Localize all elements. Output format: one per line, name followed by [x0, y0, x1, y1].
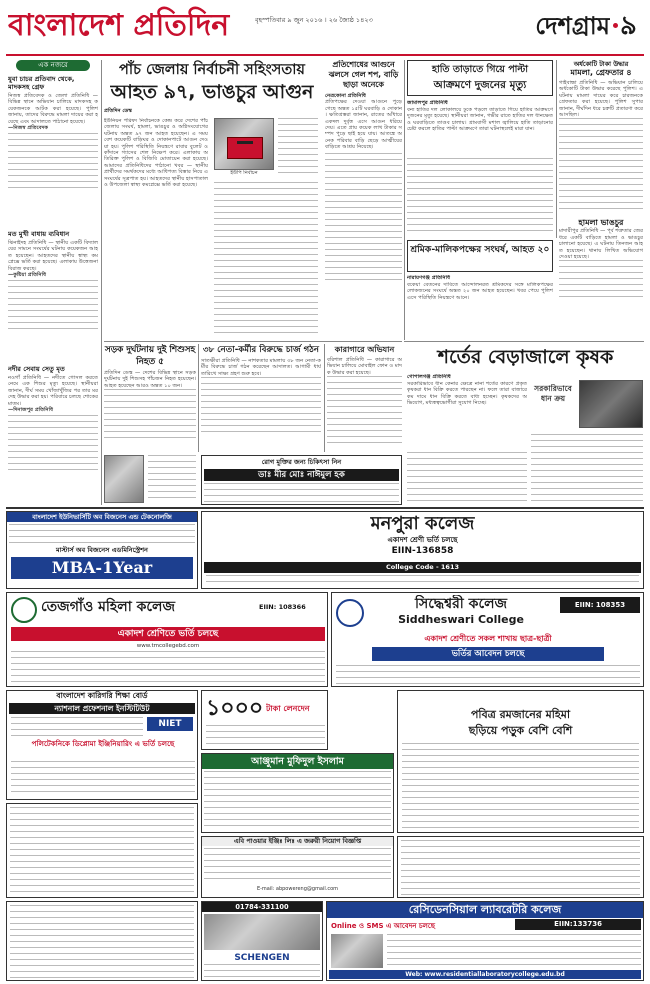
siddheswari-cta	[372, 647, 604, 661]
brief-filler	[8, 133, 98, 193]
tejgaon-eiin: EIIN: 108366	[259, 603, 306, 611]
elephant-headline-2: আক্রমণে দুজনের মৃত্যু	[433, 79, 527, 91]
clash-byline: নারায়ণগঞ্জ প্রতিনিধি	[407, 275, 451, 281]
lead-headline-1: পাঁচ জেলায় নির্বাচনী সহিংসতায়	[119, 62, 305, 78]
notice-filler	[401, 840, 640, 896]
farmer-pull-quote: সরকারিভাবে ধান ক্রয়	[534, 384, 572, 403]
masthead-rule	[6, 54, 644, 56]
elephant-byline: জামালপুর প্রতিনিধি	[407, 100, 448, 106]
portrait-caption	[148, 455, 196, 503]
brief-tag-label: এক নজরে	[38, 61, 68, 69]
tejgaon-web: www.tmcollegebd.com	[136, 643, 200, 649]
lead-byline: প্রতিদিন ডেস্ক	[104, 108, 133, 114]
notice-ad	[397, 836, 644, 898]
residential-eiin	[515, 919, 641, 930]
monpura-contact-bar	[204, 562, 641, 573]
brief-credit: —কুষ্টিয়া প্রতিনিধি	[8, 272, 46, 279]
farmer-byline: গোপালগঞ্জ প্রতিনিধি	[407, 374, 451, 380]
bottom-left-filler	[10, 905, 194, 979]
residential-ad	[326, 901, 644, 981]
brief-filler	[8, 415, 98, 470]
section-rule	[104, 341, 402, 342]
mba-ad-title-text: MBA-1Year	[51, 558, 153, 577]
npi-lower-filler	[10, 807, 194, 896]
monpura-eiin: EIIN-136858	[391, 546, 454, 556]
brief-title: মত মুখী বাধায় ব্যবিধান	[8, 230, 70, 238]
col-rule	[556, 60, 557, 238]
brief-item-1	[8, 75, 98, 225]
monpura-title: মনপুরা কলেজ	[370, 513, 475, 534]
brief-title: যুবা চাচর প্রতিবাদ থেকে, মাদকসহ গ্রেফ	[8, 75, 75, 91]
farmer-filler-2	[531, 434, 643, 502]
tejgaon-cta	[11, 627, 325, 641]
road-filler	[104, 389, 196, 439]
residential-title	[327, 902, 643, 918]
ramadan-ad	[397, 690, 644, 833]
ramadan-filler	[402, 743, 639, 831]
tejgaon-filler	[11, 651, 325, 685]
npi-filler	[11, 717, 143, 737]
siddheswari-title: সিদ্ধেশ্বরী কলেজ	[414, 596, 508, 612]
npi-filler-2	[11, 761, 195, 797]
residential-student-photo	[331, 934, 383, 968]
ads-rule	[6, 507, 644, 509]
col-rule	[198, 344, 199, 452]
residential-eiin-text: EIIN:133736	[554, 920, 602, 928]
monpura-filler	[206, 575, 639, 587]
brief-body: ঝিনাইদহ প্রতিনিধি — স্থানীয় একটি বিদ্যালয়ের সামনে সংঘর্ষের ঘটনায় কয়েকজন আহত হয়েছেন। আহতদের স্থানীয় স্বাস্থ্য কমপ্লেক্সে ভর্তি করা হয়েছে। এলাকায় উত্তেজনা বিরাজ করছে।	[8, 240, 98, 272]
siddheswari-cta-text: ভর্তির আবেদন চলছে	[451, 649, 525, 659]
elephant-headline-box	[407, 60, 553, 96]
brief-item-3	[8, 365, 98, 505]
brief-credit: —দিনাজপুর প্রতিনিধি	[8, 407, 54, 414]
section-rule	[404, 341, 644, 342]
brief-tag	[16, 60, 90, 71]
fire-body: প্রতিপক্ষের দেওয়া আগুনে পুড়ে গেছে অন্তত ১৫টি ঘরবাড়ি ও দোকান। ক্ষতিগ্রস্তরা জানান, রাতের আঁধারে একদল দুর্বৃত্ত এসে আগুন ধরিয়ে দেয়। এতে প্রায় কয়েক লাখ টাকার সম্পদ পুড়ে ছাই হয়ে যায়। আতঙ্কে অনেক পরিবার বাড়ি ছেড়ে আত্মীয়ের বাড়িতে আশ্রয় নিয়েছে।	[325, 99, 402, 151]
brief-credit: —নিজস্ব প্রতিবেদক	[8, 125, 48, 132]
right-top-head: অর্ধকোটি টাকা উদ্ধার	[573, 60, 629, 68]
tejgaon-logo	[11, 597, 37, 623]
money-ad-amount: ১০০০	[206, 696, 264, 721]
siddheswari-ad	[331, 592, 644, 687]
fire-story	[325, 60, 402, 340]
residential-filler	[387, 934, 641, 968]
portrait-image	[104, 455, 144, 503]
left-column	[8, 60, 98, 505]
siddheswari-eiin	[560, 597, 640, 613]
money-ad-filler	[206, 725, 325, 747]
fire-filler	[325, 153, 402, 283]
charge-headline: ৩৮ নেতা-কর্মীর বিরুদ্ধে চার্জ গঠন	[203, 345, 319, 355]
farmer-body: সরকারিভাবে ধান কেনার ক্ষেত্রে নানা শর্তের কারণে প্রকৃত কৃষকরা ধান বিক্রি করতে পারছেন না। ফলে তারা বাজারে কম দামে ধান বিক্রি করতে বাধ্য হচ্ছেন। কৃষকদের অভিযোগ, মধ্যস্বত্বভোগীরা সুযোগ নিচ্ছে।	[407, 381, 527, 407]
lead-body-col-1: ইউনিয়ন পরিষদ নির্বাচনকে কেন্দ্র করে দেশের পাঁচ জেলায় সংঘর্ষ, হামলা, ভাঙচুর ও অগ্নিসংযোগের ঘটনায় অন্তত ৯৭ জন আহত হয়েছেন। এ সময় বেশ কয়েকটি বাড়িঘর ও দোকানপাটে আগুন দেওয়া হয়। পুলিশ পরিস্থিতি নিয়ন্ত্রণে রাবার বুলেট ও কাঁদানে গ্যাসের শেল নিক্ষেপ করে। এলাকায় অতিরিক্ত পুলিশ ও বিজিবি মোতায়েন করা হয়েছে। আমাদের প্রতিনিধিদের পাঠানো খবর — স্থানীয় প্রার্থীদের সমর্থকদের মধ্যে আধিপত্য বিস্তার নিয়ে এ সংঘর্ষের সূত্রপাত হয়। আহতদের স্থানীয় হাসপাতাল ও উপজেলা স্বাস্থ্য কমপ্লেক্সে ভর্তি করা হয়েছে।	[104, 118, 208, 189]
residential-online: Online ও SMS এ আবেদন চলছে	[331, 922, 435, 930]
road-body: প্রতিদিন ডেস্ক — দেশের বিভিন্ন স্থানে সড়ক দুর্ঘটনায় দুই শিশুসহ পাঁচজন নিহত হয়েছেন। আহত হয়েছেন আরও অন্তত ১০ জন।	[104, 370, 196, 389]
monpura-college-code: College Code - 1613	[385, 563, 460, 571]
elephant-body: বন্য হাতির দল লোকালয়ে ঢুকে পড়লে তাড়াতে গিয়ে হাতির আক্রমণে দুজনের মৃত্যু হয়েছে। স্থানীয়রা জানান, গভীর রাতে হাতির দল ধানক্ষেত ও ঘরবাড়িতে তাণ্ডব চালায়। গ্রামবাসী মশাল জ্বালিয়ে হাতি তাড়ানোর চেষ্টা করলে হাতির পাল্টা আক্রমণে তারা ঘটনাস্থলেই মারা যান।	[407, 107, 553, 133]
npi-board: বাংলাদেশ কারিগরি শিক্ষা বোর্ড	[56, 691, 148, 700]
npi-lower-ad	[6, 803, 198, 898]
schengen-filler	[204, 964, 320, 978]
fire-byline: নেত্রকোনা প্রতিনিধি	[325, 93, 366, 99]
lead-body-col-2	[214, 182, 318, 338]
brief-filler	[8, 280, 98, 330]
clash-body: বকেয়া বেতনের দাবিতে আন্দোলনরত শ্রমিকদের সঙ্গে মালিকপক্ষের লোকজনের সংঘর্ষে অন্তত ২০ জন আহত হয়েছেন। খবর পেয়ে পুলিশ এসে পরিস্থিতি নিয়ন্ত্রণে আনে।	[407, 282, 553, 301]
right-second-filler	[559, 260, 643, 300]
monpura-ad	[201, 511, 644, 589]
farmer-filler	[407, 452, 527, 502]
right-second-body: মাদারীপুর প্রতিনিধি — পূর্ব শত্রুতার জের ধরে একটি বাড়িতে হামলা ও ভাঙচুর চালানো হয়েছে। এ ঘটনায় তিনজন আহত হয়েছেন। থানায় লিখিত অভিযোগ দেওয়া হয়েছে।	[559, 228, 643, 261]
schengen-image	[204, 914, 320, 950]
col-rule	[404, 60, 405, 340]
anjuman-ad	[201, 753, 394, 833]
mba-ad-tag: মাস্টার্স অব বিজনেস এডমিনিস্ট্রেশন	[56, 546, 148, 554]
doctor-ad-sub: রোগ মুক্তির জন্য চিকিৎসা নিন	[261, 458, 342, 466]
prison-headline: কারাগারে অভিযান	[334, 345, 395, 354]
farmer-headline: শর্তের বেড়াজালে কৃষক	[437, 346, 614, 368]
clash-headline: শ্রমিক-মালিকপক্ষের সংঘর্ষ, আহত ২০	[410, 244, 550, 255]
col-rule	[324, 344, 325, 452]
monpura-sub: একাদশ শ্রেণী ভর্তি চলছে	[387, 536, 458, 544]
money-ad	[201, 690, 328, 750]
tejgaon-cta-text: একাদশ শ্রেণিতে ভর্তি চলছে	[117, 629, 219, 639]
prison-filler	[327, 376, 402, 446]
page-number-divider	[613, 23, 618, 28]
charge-filler	[201, 377, 321, 437]
farmer-story	[407, 344, 644, 504]
brief-body: নওগাঁ প্রতিনিধি — নদীতে গোসল করতে নেমে এক শিশুর মৃত্যু হয়েছে। স্থানীয়রা জানান, দীর্ঘ সময় খোঁজাখুঁজির পর তার মরদেহ উদ্ধার করা হয়। পরিবারে চলছে শোকের মাতম।	[8, 375, 98, 407]
elephant-filler	[407, 158, 553, 234]
residential-web: Web: www.residentiallaboratorycollege.edu.bd	[329, 970, 641, 979]
charge-body: সাতক্ষীরা প্রতিনিধি — নাশকতার মামলায় ৩৮ জন নেতা-কর্মীর বিরুদ্ধে চার্জ গঠন করেছেন আদালত। আগামী ধার্য তারিখে সাক্ষ্য গ্রহণ শুরু হবে।	[201, 358, 321, 377]
right-top-sub: মামলা, গ্রেফতার ৪	[570, 68, 632, 77]
engineers-title: এবি পাওয়ার ইঞ্জিঃ লিঃ এ জরুরী নিয়োগ বিজ্ঞপ্তি	[202, 837, 393, 846]
brief-body: নিজস্ব প্রতিবেদক ও জেলা প্রতিনিধি — বিভিন্ন স্থানে অভিযান চালিয়ে মাদকসহ কয়েকজনকে আটক করা হয়েছে। পুলিশ জানায়, তাদের বিরুদ্ধে মামলা দায়ের করা হয়েছে এবং আদালতে পাঠানো হয়েছে।	[8, 93, 98, 125]
brand-logo: বাংলাদেশ প্রতিদিন	[8, 8, 230, 43]
schengen-phone: 01784-331100	[202, 902, 322, 912]
tejgaon-title: তেজগাঁও মহিলা কলেজ	[41, 599, 175, 615]
mba-ad-org-text: বাংলাদেশ ইউনিভার্সিটি অব বিজনেস এন্ড টেকনোলজি	[32, 513, 172, 521]
engineers-filler	[204, 848, 391, 884]
farmer-photo	[579, 380, 643, 428]
elephant-headline-1: হাতি তাড়াতে গিয়ে পাল্টা	[431, 64, 529, 75]
money-ad-text: টাকা লেনদেন	[266, 704, 310, 713]
clash-story	[407, 240, 553, 340]
prison-story	[327, 344, 402, 452]
anjuman-title-text: আঞ্জুমান মুফিদুল ইসলাম	[251, 756, 344, 767]
masthead	[0, 0, 650, 56]
fire-headline: প্রতিশোধের আগুনে ঝলসে গেল শপ, বাড়ি ছাড়া অনেকে	[328, 60, 399, 89]
npi-ad	[6, 690, 198, 800]
lead-photo	[214, 118, 274, 178]
residential-title-text: রেসিডেনসিয়াল ল্যাবরেটরি কলেজ	[408, 903, 562, 916]
clash-headline-box	[407, 240, 553, 272]
right-second-head: হামলা ভাঙচুর	[578, 218, 624, 228]
lead-photo-caption: ইউপি নির্বাচন	[230, 170, 258, 176]
niet-badge	[147, 717, 193, 731]
siddheswari-title-en: Siddheswari College	[398, 613, 524, 626]
mba-ad-filler	[9, 524, 195, 544]
brief-title: নদীর সেবায় সেতু মৃত	[8, 365, 65, 373]
engineers-ad	[201, 836, 394, 898]
doctor-ad-name-text: ডাঃ মীর মোঃ নাঈমুল হক	[258, 470, 345, 480]
anjuman-filler	[204, 771, 391, 831]
prison-body: বরিশাল প্রতিনিধি — কারাগারে অভিযান চালিয়ে মোবাইল ফোন ও মাদক উদ্ধার করা হয়েছে।	[327, 357, 402, 376]
npi-title	[9, 703, 195, 714]
right-top-body: গাইবান্ধা প্রতিনিধি — অভিযান চালিয়ে অর্ধকোটি টাকা উদ্ধার করেছে পুলিশ। এ ঘটনায় মামলা দায়ের করে চারজনকে গ্রেফতার করা হয়েছে। পুলিশ সুপার জানান, দীর্ঘদিন ধরে চক্রটি প্রতারণা করে আসছিল।	[559, 80, 643, 119]
npi-title-text: ন্যাশনাল প্রফেশনাল ইনস্টিটিউট	[54, 704, 150, 713]
lead-body-col-3	[278, 118, 318, 178]
npi-cta: পলিটেকনিকে ডিপ্লোমা ইঞ্জিনিয়ারিং এ ভর্তি চলছে	[31, 739, 175, 748]
doctor-ad-name	[204, 469, 399, 481]
charge-story	[201, 344, 321, 452]
date-line: বৃহস্পতিবার ৯ জুন ২০১৬ । ২৬ জ্যৈষ্ঠ ১৪২৩	[255, 16, 373, 24]
section-title: দেশগ্রাম	[535, 12, 610, 40]
doctor-ad-filler	[204, 483, 399, 503]
siddheswari-filler	[336, 665, 640, 685]
elephant-story	[407, 60, 553, 238]
page-number: ৯	[620, 11, 637, 41]
niet-badge-text: NIET	[158, 719, 182, 729]
anjuman-title	[202, 754, 393, 769]
mba-ad-title	[11, 557, 193, 579]
doctor-ad	[201, 455, 402, 505]
tejgaon-ad	[6, 592, 328, 687]
mba-ad	[6, 511, 198, 589]
ramadan-line-1: পবিত্র রমজানের মহিমা	[470, 708, 571, 721]
mba-ad-org	[7, 512, 197, 522]
siddheswari-sub: একাদশ শ্রেণীতে সকল শাখায় ছাত্র-ছাত্রী	[424, 634, 552, 643]
engineers-mail: E-mail: abpowereng@gmail.com	[256, 886, 339, 892]
brief-item-2	[8, 230, 98, 360]
road-story	[104, 344, 196, 452]
right-top-filler	[559, 118, 643, 214]
lead-headline-2: আহত ৯৭, ভাঙচুর আগুন	[110, 81, 314, 103]
photo-block-mid	[104, 455, 196, 505]
ballot-slot	[237, 141, 253, 144]
lead-story	[104, 60, 320, 340]
right-column	[559, 60, 643, 330]
ballot-box-image	[214, 118, 274, 170]
schengen-ad	[201, 901, 323, 981]
road-headline: সড়ক দুর্ঘটনায় দুই শিশুসহ নিহত ৫	[104, 345, 196, 367]
bottom-left-ad	[6, 901, 198, 981]
siddheswari-logo	[336, 599, 364, 627]
schengen-title: SCHENGEN	[234, 953, 290, 963]
siddheswari-eiin-text: EIIN: 108353	[574, 601, 626, 609]
ramadan-line-2: ছড়িয়ে পড়ুক বেশি বেশি	[468, 724, 573, 737]
col-rule	[101, 60, 102, 505]
